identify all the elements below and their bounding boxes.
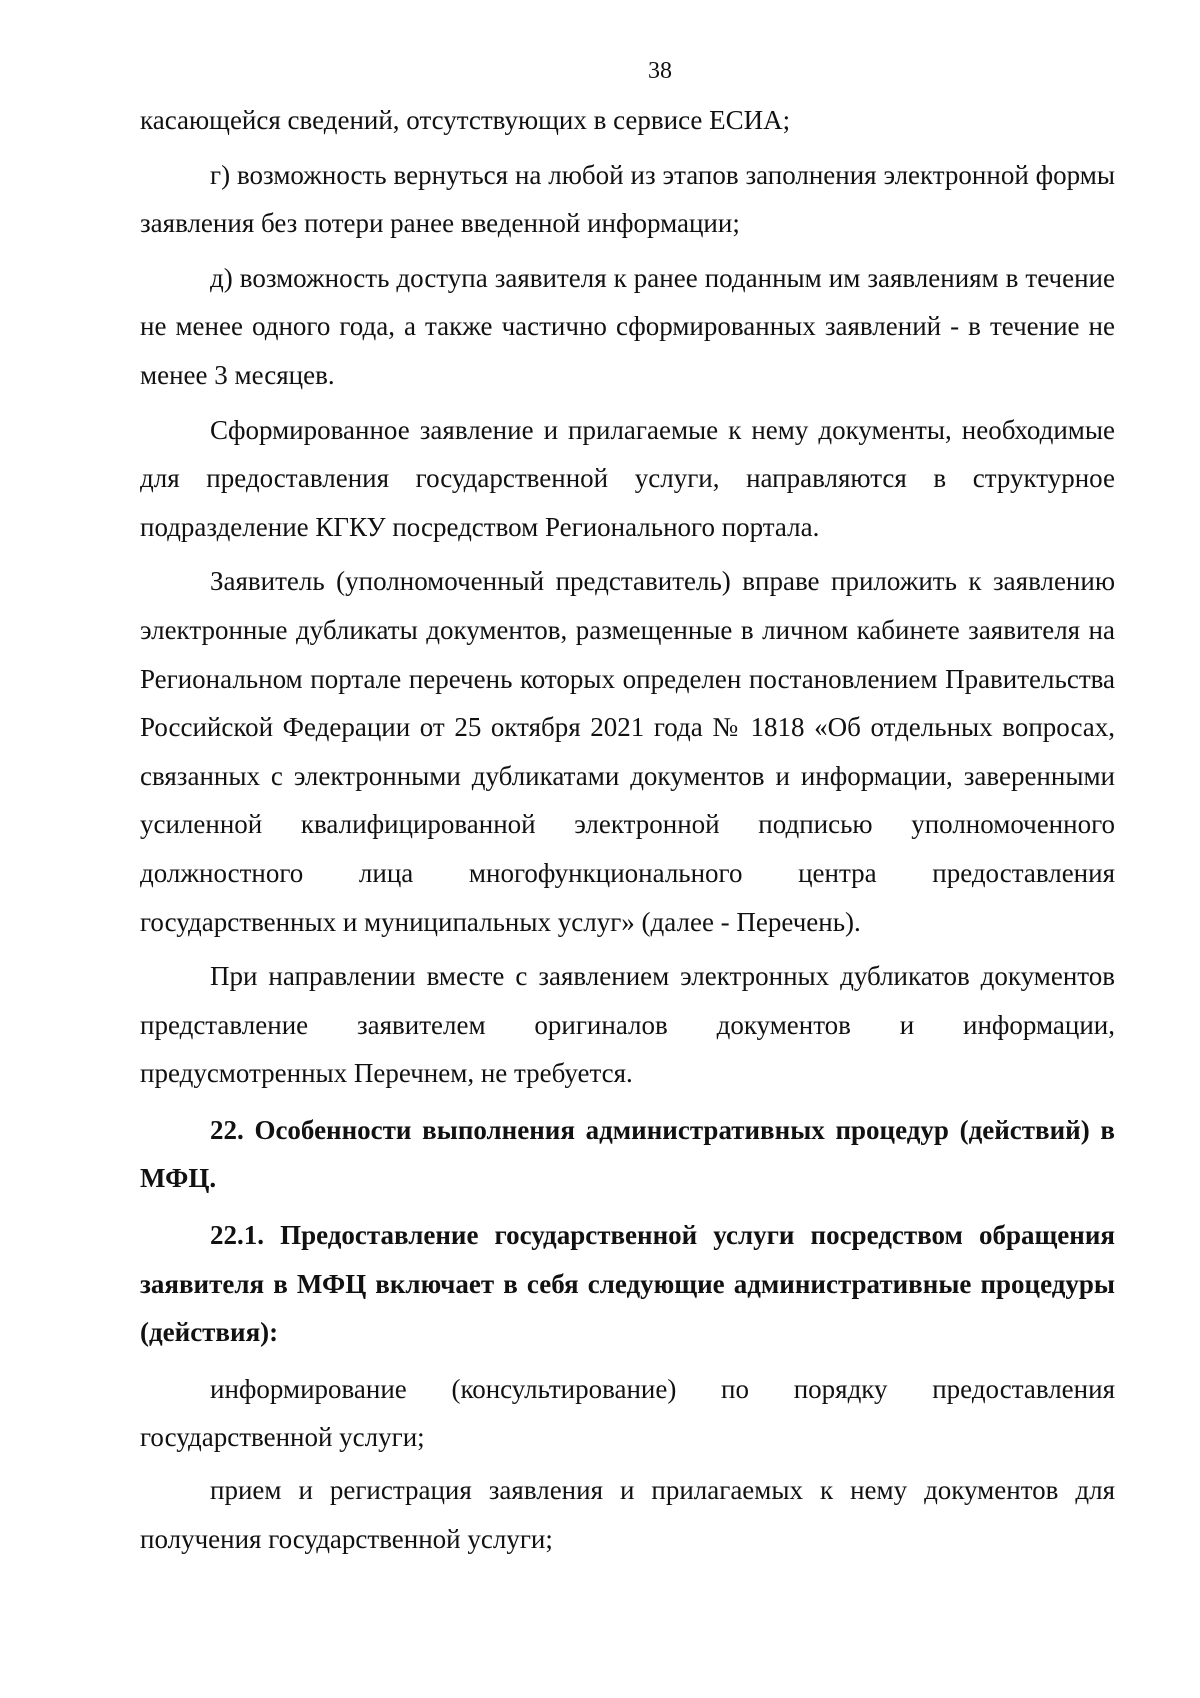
paragraph-electronic-duplicates: Заявитель (уполномоченный представитель) вправе приложить к заявлению электронные дубликаты документов, размещенные в личном кабинете заявителя на Региональном портале перечень которых определен постановлением Правительства Российской Федерации от 25 октября 2021 года № 1818 «Об отдельных вопросах, связанных с электронными дубликатами документов и информации, заверенными усиленной квалифицированной электронной подписью уполномоченного должностного лица многофункционального центра предоставления государственных и муниципальных услуг» (далее - Перечень). [140,566,1115,937]
paragraph-esia-continuation: касающейся сведений, отсутствующих в сервисе ЕСИА; [140,105,791,135]
list-item-informing: информирование (консультирование) по порядку предоставления государственной услуги; [140,1373,1115,1453]
document-body [140,96,1115,1563]
list-item-reception-registration: прием и регистрация заявления и прилагаемых к нему документов для получения государственной услуги; [140,1475,1115,1554]
heading-section-22-1: 22.1. Предоставление государственной услуги посредством обращения заявителя в МФЦ включает в себя следующие административные процедуры (действия): [140,1220,1115,1348]
paragraph-item-d: д) возможность доступа заявителя к ранее поданным им заявлениям в течение не менее одного года, а также частично сформированных заявлений - в течение не менее 3 месяцев. [140,262,1115,390]
page-number: 38 [648,58,672,84]
paragraph-item-g: г) возможность вернуться на любой из этапов заполнения электронной формы заявления без потери ранее введенной информации; [140,159,1115,239]
paragraph-formed-application: Сформированное заявление и прилагаемые к нему документы, необходимые для предоставления государственной услуги, направляются в структурное подразделение КГКУ посредством Регионального портала. [140,414,1115,542]
paragraph-originals-not-required: При направлении вместе с заявлением электронных дубликатов документов представление заявителем оригиналов документов и информации, предусмотренных Перечнем, не требуется. [140,961,1115,1089]
heading-section-22: 22. Особенности выполнения административных процедур (действий) в МФЦ. [140,1114,1115,1194]
